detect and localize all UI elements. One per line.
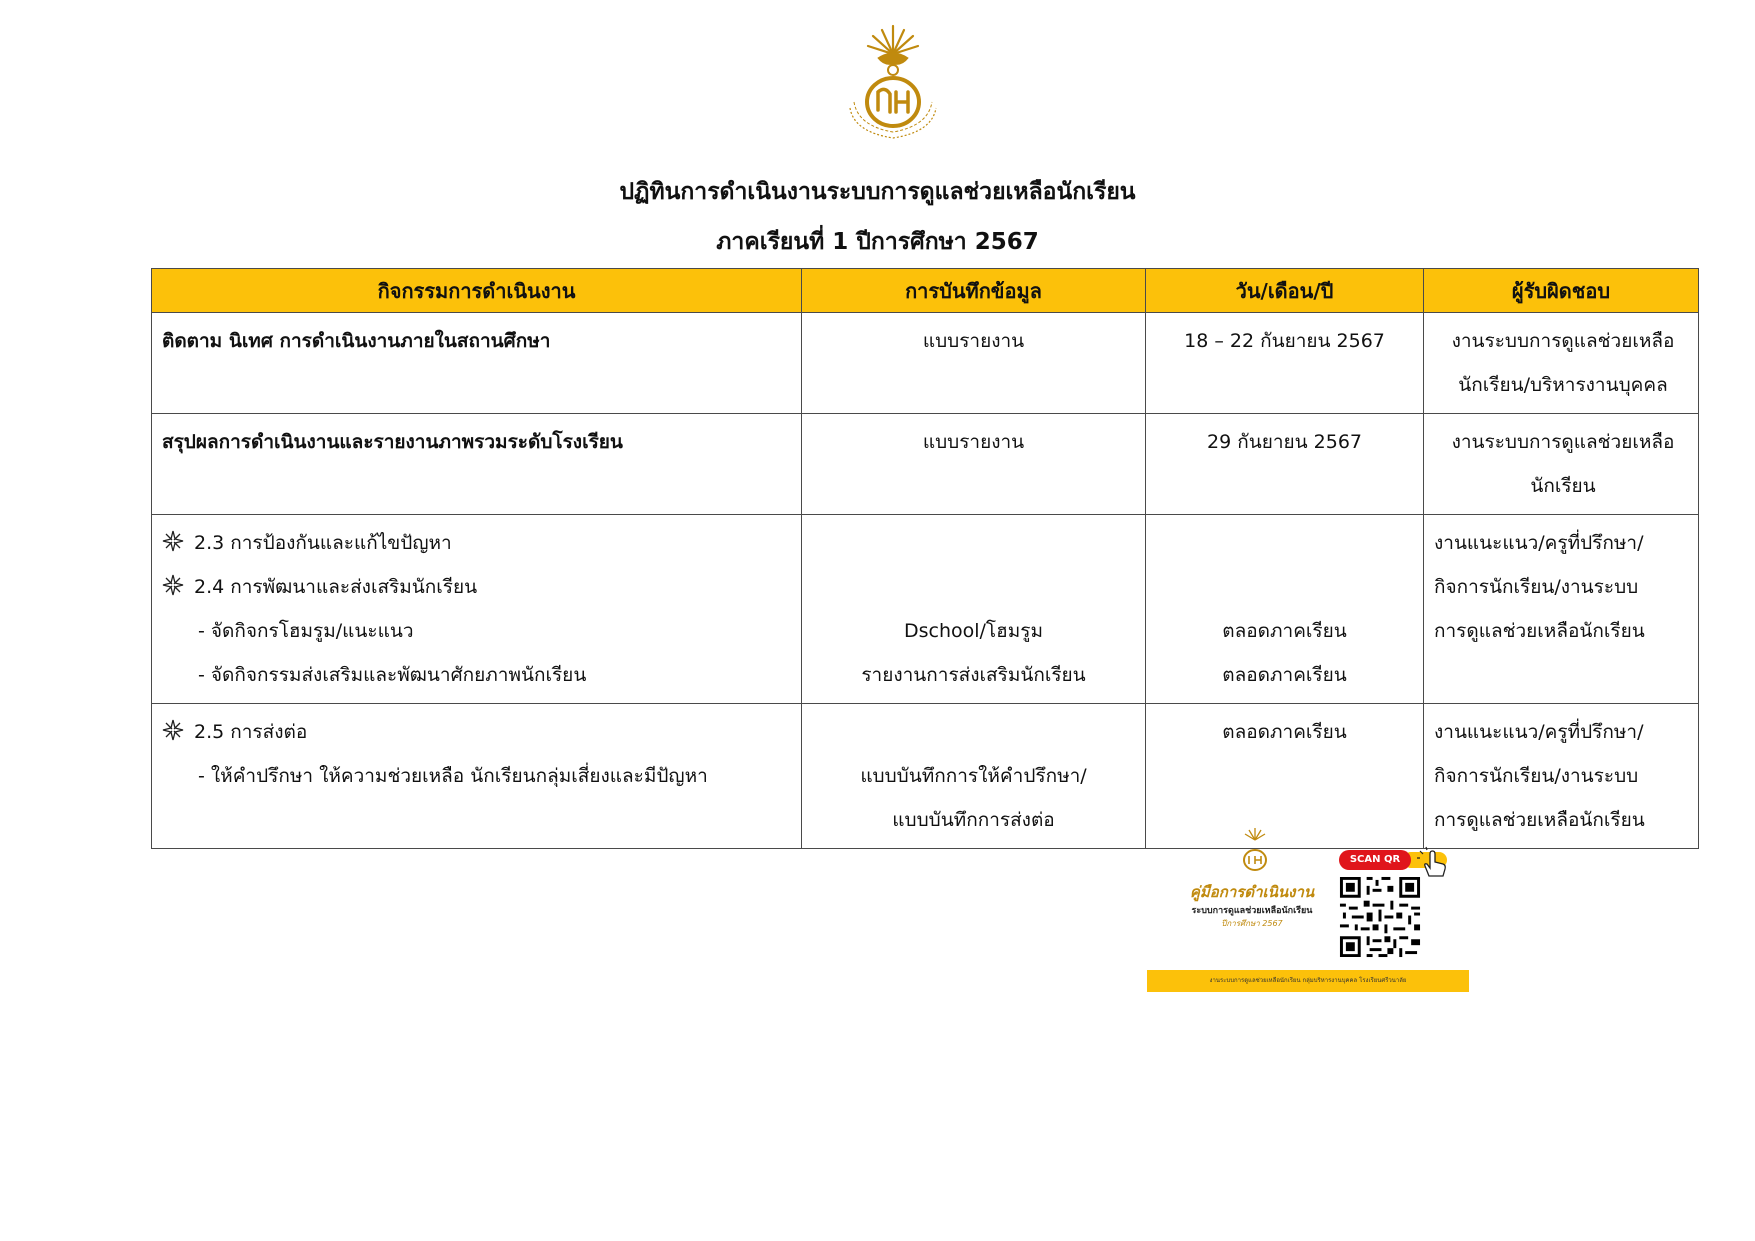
star-bullet-icon [162, 530, 184, 552]
school-seal-logo [1235, 826, 1275, 876]
star-bullet-icon [162, 574, 184, 596]
activity-cell [152, 515, 802, 704]
calendar-table [151, 268, 1699, 849]
list-item: - ให้คำปรึกษา ให้ความช่วยเหลือ นักเรียนกลุ่มเสี่ยงและมีปัญหา [198, 765, 708, 787]
table-header-row [152, 269, 1699, 313]
table-row [152, 515, 1699, 704]
date-cell: ตลอดภาคเรียน ตลอดภาคเรียน [1146, 515, 1424, 704]
date-cell: ตลอดภาคเรียน [1146, 704, 1424, 849]
activity-cell: ติดตาม นิเทศ การดำเนินงานภายในสถานศึกษา [152, 313, 802, 414]
school-seal-logo [838, 22, 948, 142]
handbook-card [1147, 822, 1469, 992]
responsible-cell: งานระบบการดูแลช่วยเหลือ นักเรียน [1424, 414, 1699, 515]
header-record: การบันทึกข้อมูล [802, 269, 1146, 313]
handbook-title: คู่มือการดำเนินงาน [1189, 883, 1315, 901]
header-date: วัน/เดือน/ปี [1146, 269, 1424, 313]
qr-code[interactable] [1337, 874, 1423, 960]
list-item: - จัดกิจกรโฮมรูม/แนะแนว [198, 620, 414, 642]
scan-qr-label: SCAN QR [1339, 850, 1411, 870]
handbook-subtitle: ระบบการดูแลช่วยเหลือนักเรียน [1191, 906, 1313, 916]
header-responsible: ผู้รับผิดชอบ [1424, 269, 1699, 313]
activity-cell [152, 704, 802, 849]
list-item: 2.4 การพัฒนาและส่งเสริมนักเรียน [162, 565, 791, 609]
header-activity: กิจกรรมการดำเนินงาน [152, 269, 802, 313]
star-bullet-icon [162, 719, 184, 741]
record-cell: แบบรายงาน [802, 414, 1146, 515]
responsible-cell: งานระบบการดูแลช่วยเหลือ นักเรียน/บริหารงานบุคคล [1424, 313, 1699, 414]
responsible-cell: งานแนะแนว/ครูที่ปรึกษา/ กิจการนักเรียน/งานระบบ การดูแลช่วยเหลือนักเรียน [1424, 515, 1699, 704]
responsible-cell: งานแนะแนว/ครูที่ปรึกษา/ กิจการนักเรียน/งานระบบ การดูแลช่วยเหลือนักเรียน [1424, 704, 1699, 849]
footer-bar-text: งานระบบการดูแลช่วยเหลือนักเรียน กลุ่มบริหารงานบุคคล โรงเรียนศรีวนาลัย [1147, 970, 1469, 992]
list-item: - จัดกิจกรรมส่งเสริมและพัฒนาศักยภาพนักเรียน [198, 664, 587, 686]
table-row [152, 414, 1699, 515]
list-item: 2.3 การป้องกันและแก้ไขปัญหา [162, 521, 791, 565]
activity-cell: สรุปผลการดำเนินงานและรายงานภาพรวมระดับโรงเรียน [152, 414, 802, 515]
page-subtitle: ภาคเรียนที่ 1 ปีการศึกษา 2567 [716, 229, 1039, 255]
handbook-year: ปีการศึกษา 2567 [1221, 919, 1283, 928]
date-cell: 18 – 22 กันยายน 2567 [1146, 313, 1424, 414]
list-item: 2.5 การส่งต่อ [162, 710, 791, 754]
page-title: ปฏิทินการดำเนินงานระบบการดูแลช่วยเหลือนักเรียน [619, 179, 1136, 205]
date-cell: 29 กันยายน 2567 [1146, 414, 1424, 515]
record-cell: แบบบันทึกการให้คำปรึกษา/ แบบบันทึกการส่งต่อ [802, 704, 1146, 849]
record-cell: Dschool/โฮมรูม รายงานการส่งเสริมนักเรียน [802, 515, 1146, 704]
table-row [152, 313, 1699, 414]
record-cell: แบบรายงาน [802, 313, 1146, 414]
